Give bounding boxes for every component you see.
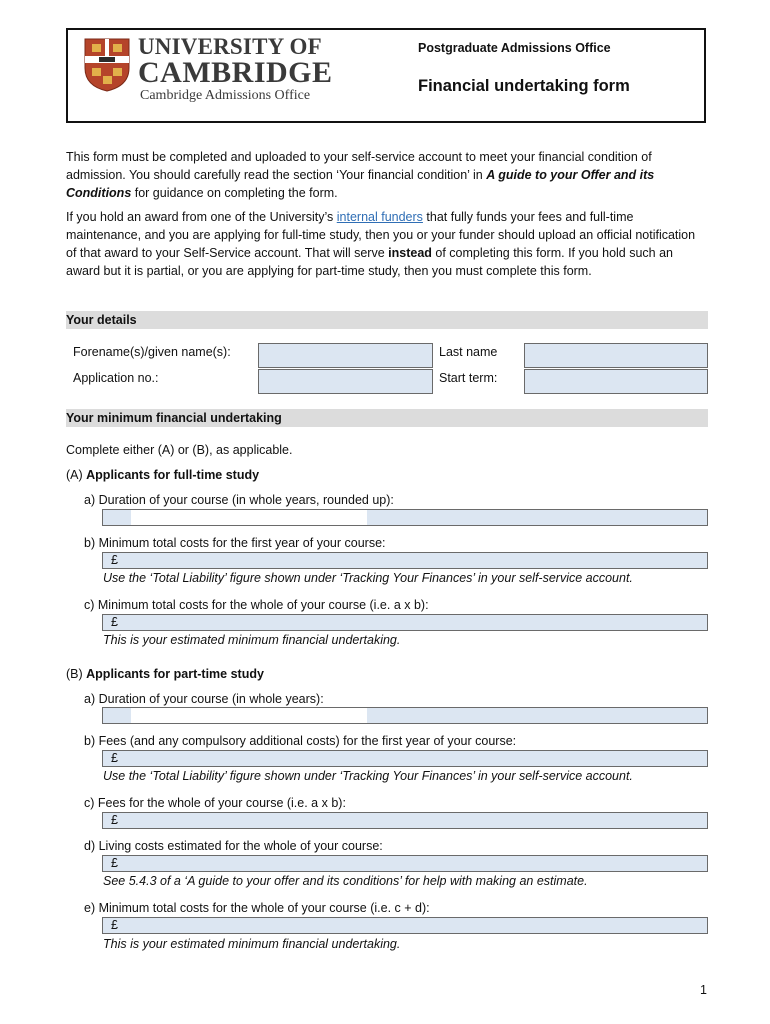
start-term-label: Start term: [439, 371, 498, 385]
b-whole-fees-field[interactable] [102, 812, 708, 829]
currency-symbol: £ [111, 918, 118, 932]
b-living-costs-label: d) Living costs estimated for the whole of your course: [84, 839, 383, 853]
lastname-field[interactable] [524, 343, 708, 368]
a-whole-course-note: This is your estimated minimum financial undertaking. [103, 633, 401, 647]
a-whole-course-field[interactable] [102, 614, 708, 631]
start-term-field[interactable] [524, 369, 708, 394]
b-first-year-fees-field[interactable] [102, 750, 708, 767]
your-details-heading: Your details [66, 311, 708, 329]
intro-p2-c: of completing this form. If you hold such an award but it is partial, or you are applying for part-time study, then you must complete this form. [66, 246, 674, 278]
b-total-costs-label: e) Minimum total costs for the whole of your course (i.e. c + d): [84, 901, 430, 915]
internal-funders-link[interactable]: internal funders [336, 210, 423, 224]
a-duration-label: a) Duration of your course (in whole years, rounded up): [84, 493, 394, 507]
b-duration-field[interactable] [102, 707, 708, 724]
application-label: Application no.: [73, 371, 159, 385]
forename-field[interactable] [258, 343, 433, 368]
intro-paragraph-1 [66, 148, 708, 202]
a-whole-course-label: c) Minimum total costs for the whole of your course (i.e. a x b): [84, 598, 429, 612]
currency-symbol: £ [111, 856, 118, 870]
forename-label: Forename(s)/given name(s): [73, 345, 231, 359]
office-name: Postgraduate Admissions Office [418, 41, 611, 55]
logo-line-2: CAMBRIDGE [138, 56, 333, 89]
section-a-heading: (A) Applicants for full-time study [66, 468, 260, 482]
a-first-year-note: Use the ‘Total Liability’ figure shown under ‘Tracking Your Finances’ in your self-service account. [103, 571, 633, 585]
instruction-text: Complete either (A) or (B), as applicable. [66, 443, 293, 457]
a-duration-field[interactable] [102, 509, 708, 526]
intro-p1-b: for guidance on completing the form. [131, 186, 338, 200]
a-first-year-field[interactable] [102, 552, 708, 569]
logo-line-1: UNIVERSITY OF [138, 34, 322, 59]
b-whole-fees-label: c) Fees for the whole of your course (i.e. a x b): [84, 796, 346, 810]
logo-line-3: Cambridge Admissions Office [140, 88, 311, 103]
intro-paragraph-2 [66, 208, 708, 280]
form-title: Financial undertaking form [418, 77, 630, 95]
guide-title: A guide to your Offer and its Conditions [66, 168, 655, 200]
b-living-costs-note: See 5.4.3 of a ‘A guide to your offer and its conditions’ for help with making an estimate. [103, 874, 588, 888]
b-first-year-fees-note: Use the ‘Total Liability’ figure shown under ‘Tracking Your Finances’ in your self-service account. [103, 769, 633, 783]
currency-symbol: £ [111, 553, 118, 567]
b-living-costs-field[interactable] [102, 855, 708, 872]
b-total-costs-field[interactable] [102, 917, 708, 934]
undertaking-heading: Your minimum financial undertaking [66, 409, 708, 427]
header-box [66, 28, 706, 123]
intro-p1-a: This form must be completed and uploaded to your self-service account to meet your financial condition of admission. You should carefully read the section ‘Your financial condition’ in [66, 150, 652, 182]
currency-symbol: £ [111, 813, 118, 827]
intro-p2-a: If you hold an award from one of the University’s [66, 210, 337, 224]
intro-p2-b: that fully funds your fees and full-time maintenance, and you are applying for full-time study, then you or your funder should upload an official notification of that award to your Self-Service account. That will serve [66, 210, 696, 260]
application-field[interactable] [258, 369, 433, 394]
b-duration-label: a) Duration of your course (in whole years): [84, 692, 324, 706]
page-number: 1 [700, 983, 707, 997]
lastname-label: Last name [439, 345, 498, 359]
university-crest-icon [84, 38, 130, 92]
a-first-year-label: b) Minimum total costs for the first year of your course: [84, 536, 386, 550]
currency-symbol: £ [111, 751, 118, 765]
b-first-year-fees-label: b) Fees (and any compulsory additional costs) for the first year of your course: [84, 734, 517, 748]
b-total-costs-note: This is your estimated minimum financial undertaking. [103, 937, 401, 951]
section-b-heading: (B) Applicants for part-time study [66, 667, 264, 681]
instead-emphasis: instead [388, 246, 432, 260]
currency-symbol: £ [111, 615, 118, 629]
